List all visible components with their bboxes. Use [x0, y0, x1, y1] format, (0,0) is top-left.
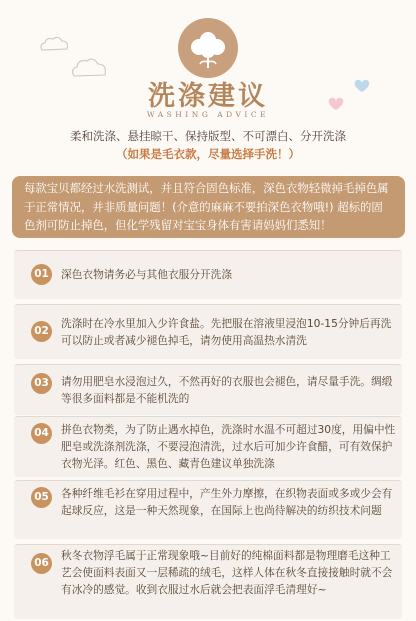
- tip-item: [14, 250, 402, 299]
- page-title: 洗涤建议: [148, 81, 268, 112]
- tip-text: 各种纤维毛衫在穿用过程中，产生外力摩擦，在织物表面或多或少会有起球反应，这是一种天然现象，在国际上也尚待解决的纺织技术问题: [61, 487, 393, 517]
- tip-item: [14, 480, 402, 539]
- tip-number-badge: 03: [31, 373, 52, 394]
- tip-number-badge: 02: [31, 321, 52, 342]
- cotton-flower-icon: [178, 18, 238, 78]
- sweater-reminder: （如果是毛衣款，尽量选择手洗！）: [116, 147, 300, 161]
- notice-text: 每款宝贝都经过水洗测试，并且符合固色标准，深色衣物轻微掉毛掉色属于正常情况，并非质量问题！(介意的麻麻不要拍深色衣物哦!) 超标的固色剂可防止掉色，但化学残留对宝宝身体有害请妈妈们悉知！: [24, 181, 389, 232]
- washing-tips-list: [14, 250, 402, 618]
- tip-number-badge: 01: [31, 264, 52, 285]
- care-summary: 柔和洗涤、悬挂晾干、保持版型、不可漂白、分开洗涤: [70, 129, 346, 143]
- header: [0, 0, 416, 200]
- tip-text: 拼色衣物类，为了防止遇水掉色，洗涤时水温不可超过30度，用偏中性肥皂或洗涤剂洗涤，不要浸泡清洗，过水后可加少许食醋，可有效保护衣物光泽。红色、黑色、藏青色建议单独洗涤: [61, 423, 396, 470]
- tip-number-badge: 04: [31, 423, 52, 444]
- tip-number-badge: 06: [31, 553, 52, 574]
- tip-text: 秋冬衣物浮毛属于正常现象哦~目前好的纯棉面料都是物理磨毛这种工艺会使面料表面又一层稀疏的绒毛，这样人体在秋冬直接接触时就不会有冰冷的感觉。收到衣服过水后就会把表面浮毛清理好~: [61, 549, 393, 596]
- cloud-doodle-icon: [38, 34, 72, 54]
- tip-text: 深色衣物请务必与其他衣服分开洗涤: [61, 268, 233, 281]
- tip-item: [14, 304, 402, 359]
- tip-item: [14, 364, 402, 415]
- page-subtitle: WASHING ADVICE: [146, 110, 270, 119]
- tip-number-badge: 05: [31, 487, 52, 508]
- tip-item: [14, 544, 402, 619]
- color-fastness-notice: [12, 176, 405, 238]
- tip-text: 请勿用肥皂水浸泡过久，不然再好的衣服也会褪色，请尽量手洗。绸缎等很多面料都是不能机洗的: [61, 375, 393, 405]
- tip-item: [14, 416, 402, 477]
- tip-text: 洗涤时在冷水里加入少许食盐。先把服在溶液里浸泡10-15分钟后再洗可以防止或者减少褪色掉毛，请勿使用高温热水清洗: [61, 317, 392, 347]
